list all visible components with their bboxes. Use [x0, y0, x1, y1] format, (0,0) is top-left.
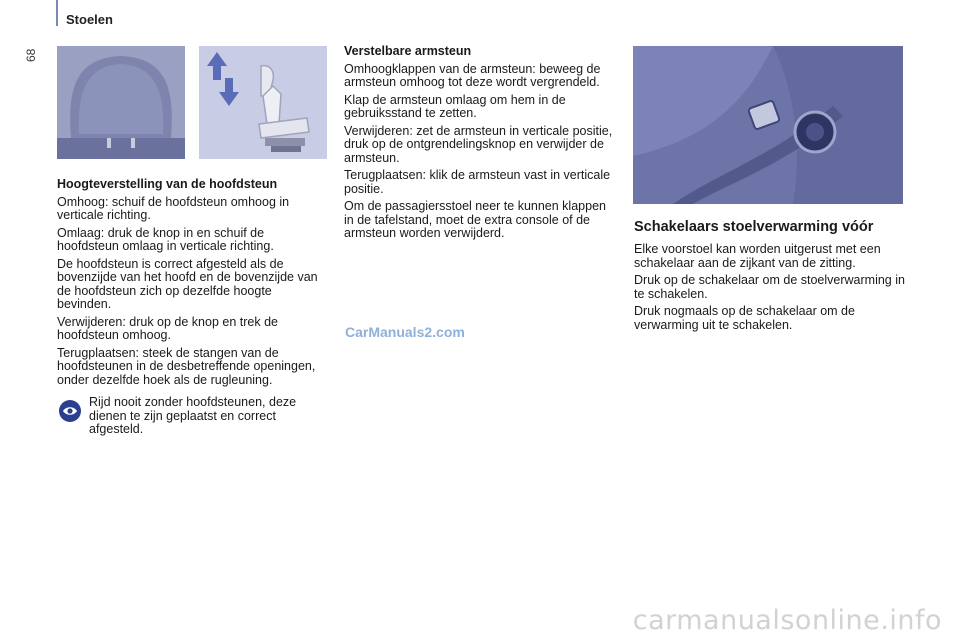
watermark-carmanuals2[interactable]: CarManuals2.com [345, 324, 465, 340]
paragraph: Druk nogmaals op de schakelaar om de verwarming uit te schakelen. [634, 304, 855, 332]
page-number: 68 [24, 48, 38, 62]
headrest-illustration [57, 46, 185, 159]
armrest-heading: Verstelbare armsteun [344, 44, 472, 58]
paragraph: Terugplaatsen: klik de armsteun vast in verticale positie. [344, 168, 611, 196]
eye-icon [59, 400, 81, 422]
seat-diagram [199, 46, 327, 159]
paragraph: Verwijderen: druk op de knop en trek de hoofdsteun omhoog. [57, 314, 278, 342]
paragraph: Verwijderen: zet de armsteun in verticale positie, druk op de ontgrendelingsknop en verwijder de armsteun. [344, 123, 613, 165]
watermark-carmanualsonline[interactable]: carmanualsonline.info [632, 605, 942, 636]
seat-heating-section [634, 219, 906, 336]
armrest-section [344, 45, 619, 245]
section-title: Stoelen [66, 12, 113, 27]
seat-heating-switch-photo [633, 46, 903, 204]
paragraph: Omlaag: druk de knop in en schuif de hoofdsteun omlaag in verticale richting. [57, 225, 274, 253]
paragraph: Druk op de schakelaar om de stoelverwarming in te schakelen. [634, 273, 905, 301]
paragraph: Omhoog: schuif de hoofdsteun omhoog in verticale richting. [57, 194, 290, 222]
paragraph: De hoofdsteun is correct afgesteld als de bovenzijde van het hoofd en de bovenzijde van de hoofdsteun zich op dezelfde hoogte bevinden. [57, 256, 318, 311]
paragraph: Klap de armsteun omlaag om hem in de gebruiksstand te zetten. [344, 92, 566, 120]
headrest-section [57, 178, 329, 391]
section-bar [56, 0, 58, 26]
seat-heating-heading: Schakelaars stoelverwarming vóór [634, 219, 874, 235]
warning-text: Rijd nooit zonder hoofdsteunen, deze dienen te zijn geplaatst en correct afgesteld. [89, 395, 297, 436]
paragraph: Om de passagiersstoel neer te kunnen klappen in de tafelstand, moet de extra console of de armsteun worden verwijderd. [344, 199, 606, 240]
paragraph: Omhoogklappen van de armsteun: beweeg de armsteun omhoog tot deze wordt vergrendeld. [344, 61, 601, 89]
paragraph: Elke voorstoel kan worden uitgerust met een schakelaar aan de zijkant van de zitting. [634, 242, 881, 270]
headrest-heading: Hoogteverstelling van de hoofdsteun [57, 177, 278, 191]
headrest-photo [57, 46, 185, 159]
paragraph: Terugplaatsen: steek de stangen van de hoofdsteunen in de desbetreffende openingen, onder dezelfde hoek als de rugleuning. [57, 345, 316, 387]
